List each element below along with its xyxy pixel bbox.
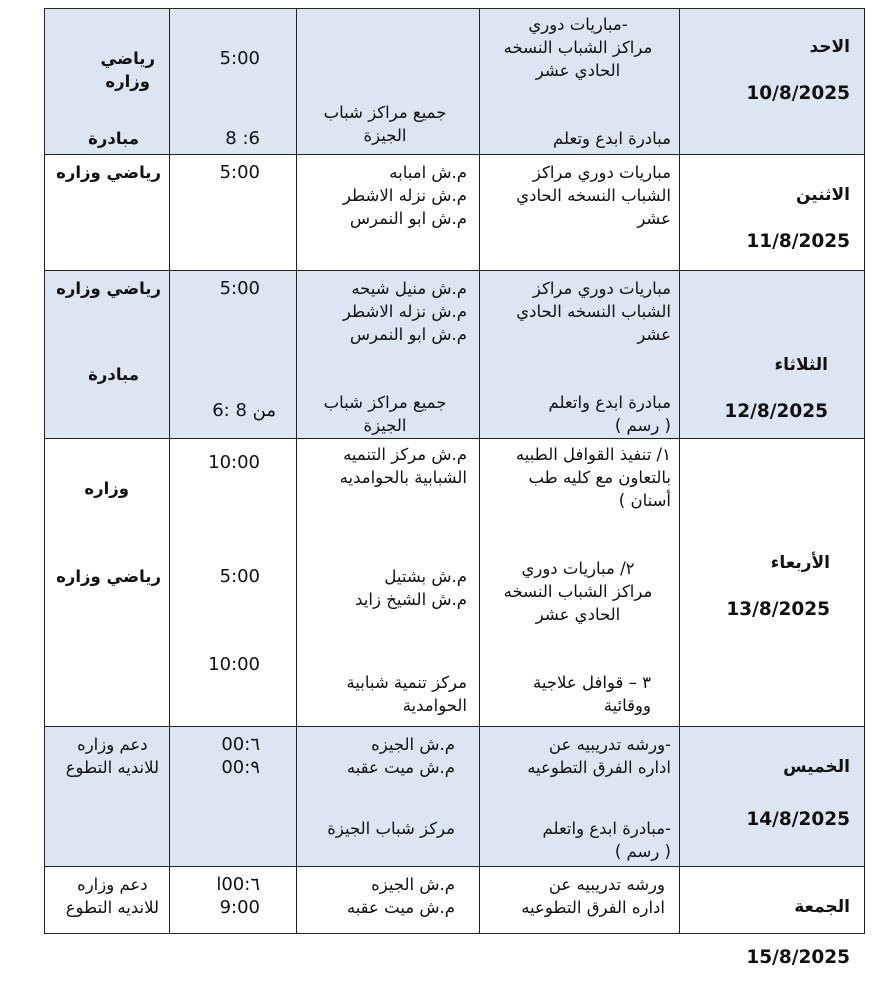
place-text: جميع مراكز شباب الجيزة [323,103,447,145]
activity-text: -مبادرة ابدع واتعلم ( رسم ) [542,819,671,861]
party-text: وزاره [84,479,129,498]
day-name: الجمعة [794,897,850,917]
place-cell [297,9,480,154]
time-cell [170,867,297,933]
activity-cell [480,155,680,270]
activity-text: ٣ – قوافل علاجية ووقائية [533,673,651,715]
day-name: الأربعاء [770,553,830,573]
party-text: رياضي وزاره [56,279,161,298]
activity-text: مبادرة ابدع واتعلم ( رسم ) [548,393,671,435]
place-cell [297,271,480,438]
activity-text: مباريات دوري مراكز الشباب النسخه الحادي عشر [516,279,671,344]
day-cell [680,155,864,270]
party-cell [45,155,170,270]
time-text: 10:00 [208,654,260,675]
day-name: الخميس [783,757,850,777]
activity-cell [480,9,680,154]
party-text: رياضي وزاره [56,163,161,182]
time-cell [170,439,297,726]
place-text: مركز شباب الجيزة [327,819,455,838]
time-cell [170,155,297,270]
place-text: م.ش امبابه م.ش نزله الاشطر م.ش ابو النمرس [342,163,467,228]
place-text: م.ش الجيزه م.ش ميت عقبه [346,875,455,917]
table-row [45,439,864,727]
time-cell [170,271,297,438]
party-cell [45,727,170,866]
place-cell [297,727,480,866]
party-text: رياضي وزاره [100,49,155,91]
day-date: 12/8/2025 [724,401,828,422]
party-text: مبادرة [88,365,139,384]
time-text: 10:00 [208,452,260,473]
activity-text: -مباريات دوري مراكز الشباب النسخه الحادي عشر [503,15,653,80]
schedule-table [44,8,865,968]
table-row [45,9,864,155]
activity-cell [480,867,680,933]
activity-cell [480,439,680,726]
time-cell [170,727,297,866]
place-cell [297,439,480,726]
table-row [45,155,864,271]
table-row [45,271,864,439]
day-cell [680,867,864,968]
day-date: 14/8/2025 [746,809,850,830]
day-cell [680,727,864,866]
time-text: 5:00 [219,162,260,183]
activity-text: ٢/ مباريات دوري مراكز الشباب النسخه الحادي عشر [503,559,653,624]
day-name: الاثنين [795,185,850,205]
day-cell [680,271,864,438]
time-text: من 8 :6 [212,400,276,421]
party-text: دعم وزاره للانديه التطوع [65,875,159,917]
day-name: الثلاثاء [774,355,828,375]
place-text: م.ش الجيزه م.ش ميت عقبه [346,735,455,777]
party-text: رياضي وزاره [56,567,161,586]
table-row [45,727,864,867]
party-text: مبادرة [88,129,139,148]
activity-text: ورشه تدريبيه عن اداره الفرق التطوعيه [521,875,665,917]
activity-text: ١/ تنفيذ القوافل الطبيه بالتعاون مع كليه طب أسنان ) [515,445,671,510]
time-text: ٦:00 ٩:00 [221,734,260,778]
table-row [45,867,864,968]
time-text: 5:00 [219,278,260,299]
day-date: 10/8/2025 [746,83,850,104]
day-date: 11/8/2025 [746,231,850,252]
time-text: 6: 8 [225,128,260,149]
day-date: 13/8/2025 [726,599,830,620]
day-name: الاحد [809,37,850,57]
day-cell [680,9,864,154]
day-date: 15/8/2025 [746,947,850,968]
place-cell [297,867,480,933]
place-text: م.ش مركز التنميه الشبابية بالحوامديه [339,445,467,487]
day-cell [680,439,864,726]
place-text: مركز تنمية شبابية الحوامدية [346,673,467,715]
place-text: م.ش بشتيل م.ش الشيخ زايد [355,567,467,609]
party-cell [45,9,170,154]
activity-text: مبادرة ابدع وتعلم [553,129,671,148]
party-text: دعم وزاره للانديه التطوع [65,735,159,777]
activity-text: -ورشه تدريبيه عن اداره الفرق التطوعيه [527,735,671,777]
activity-cell [480,271,680,438]
activity-text: مباريات دوري مراكز الشباب النسخه الحادي عشر [516,163,671,228]
time-cell [170,9,297,154]
place-text: جميع مراكز شباب الجيزة [323,393,447,435]
time-text: 5:00 [219,566,260,587]
activity-cell [480,727,680,866]
place-cell [297,155,480,270]
party-cell [45,439,170,726]
time-text: ٦:00ا 9:00 [216,874,260,918]
party-cell [45,271,170,438]
place-text: م.ش منيل شيحه م.ش نزله الاشطر م.ش ابو النمرس [342,279,467,344]
party-cell [45,867,170,933]
time-text: 5:00 [219,48,260,69]
